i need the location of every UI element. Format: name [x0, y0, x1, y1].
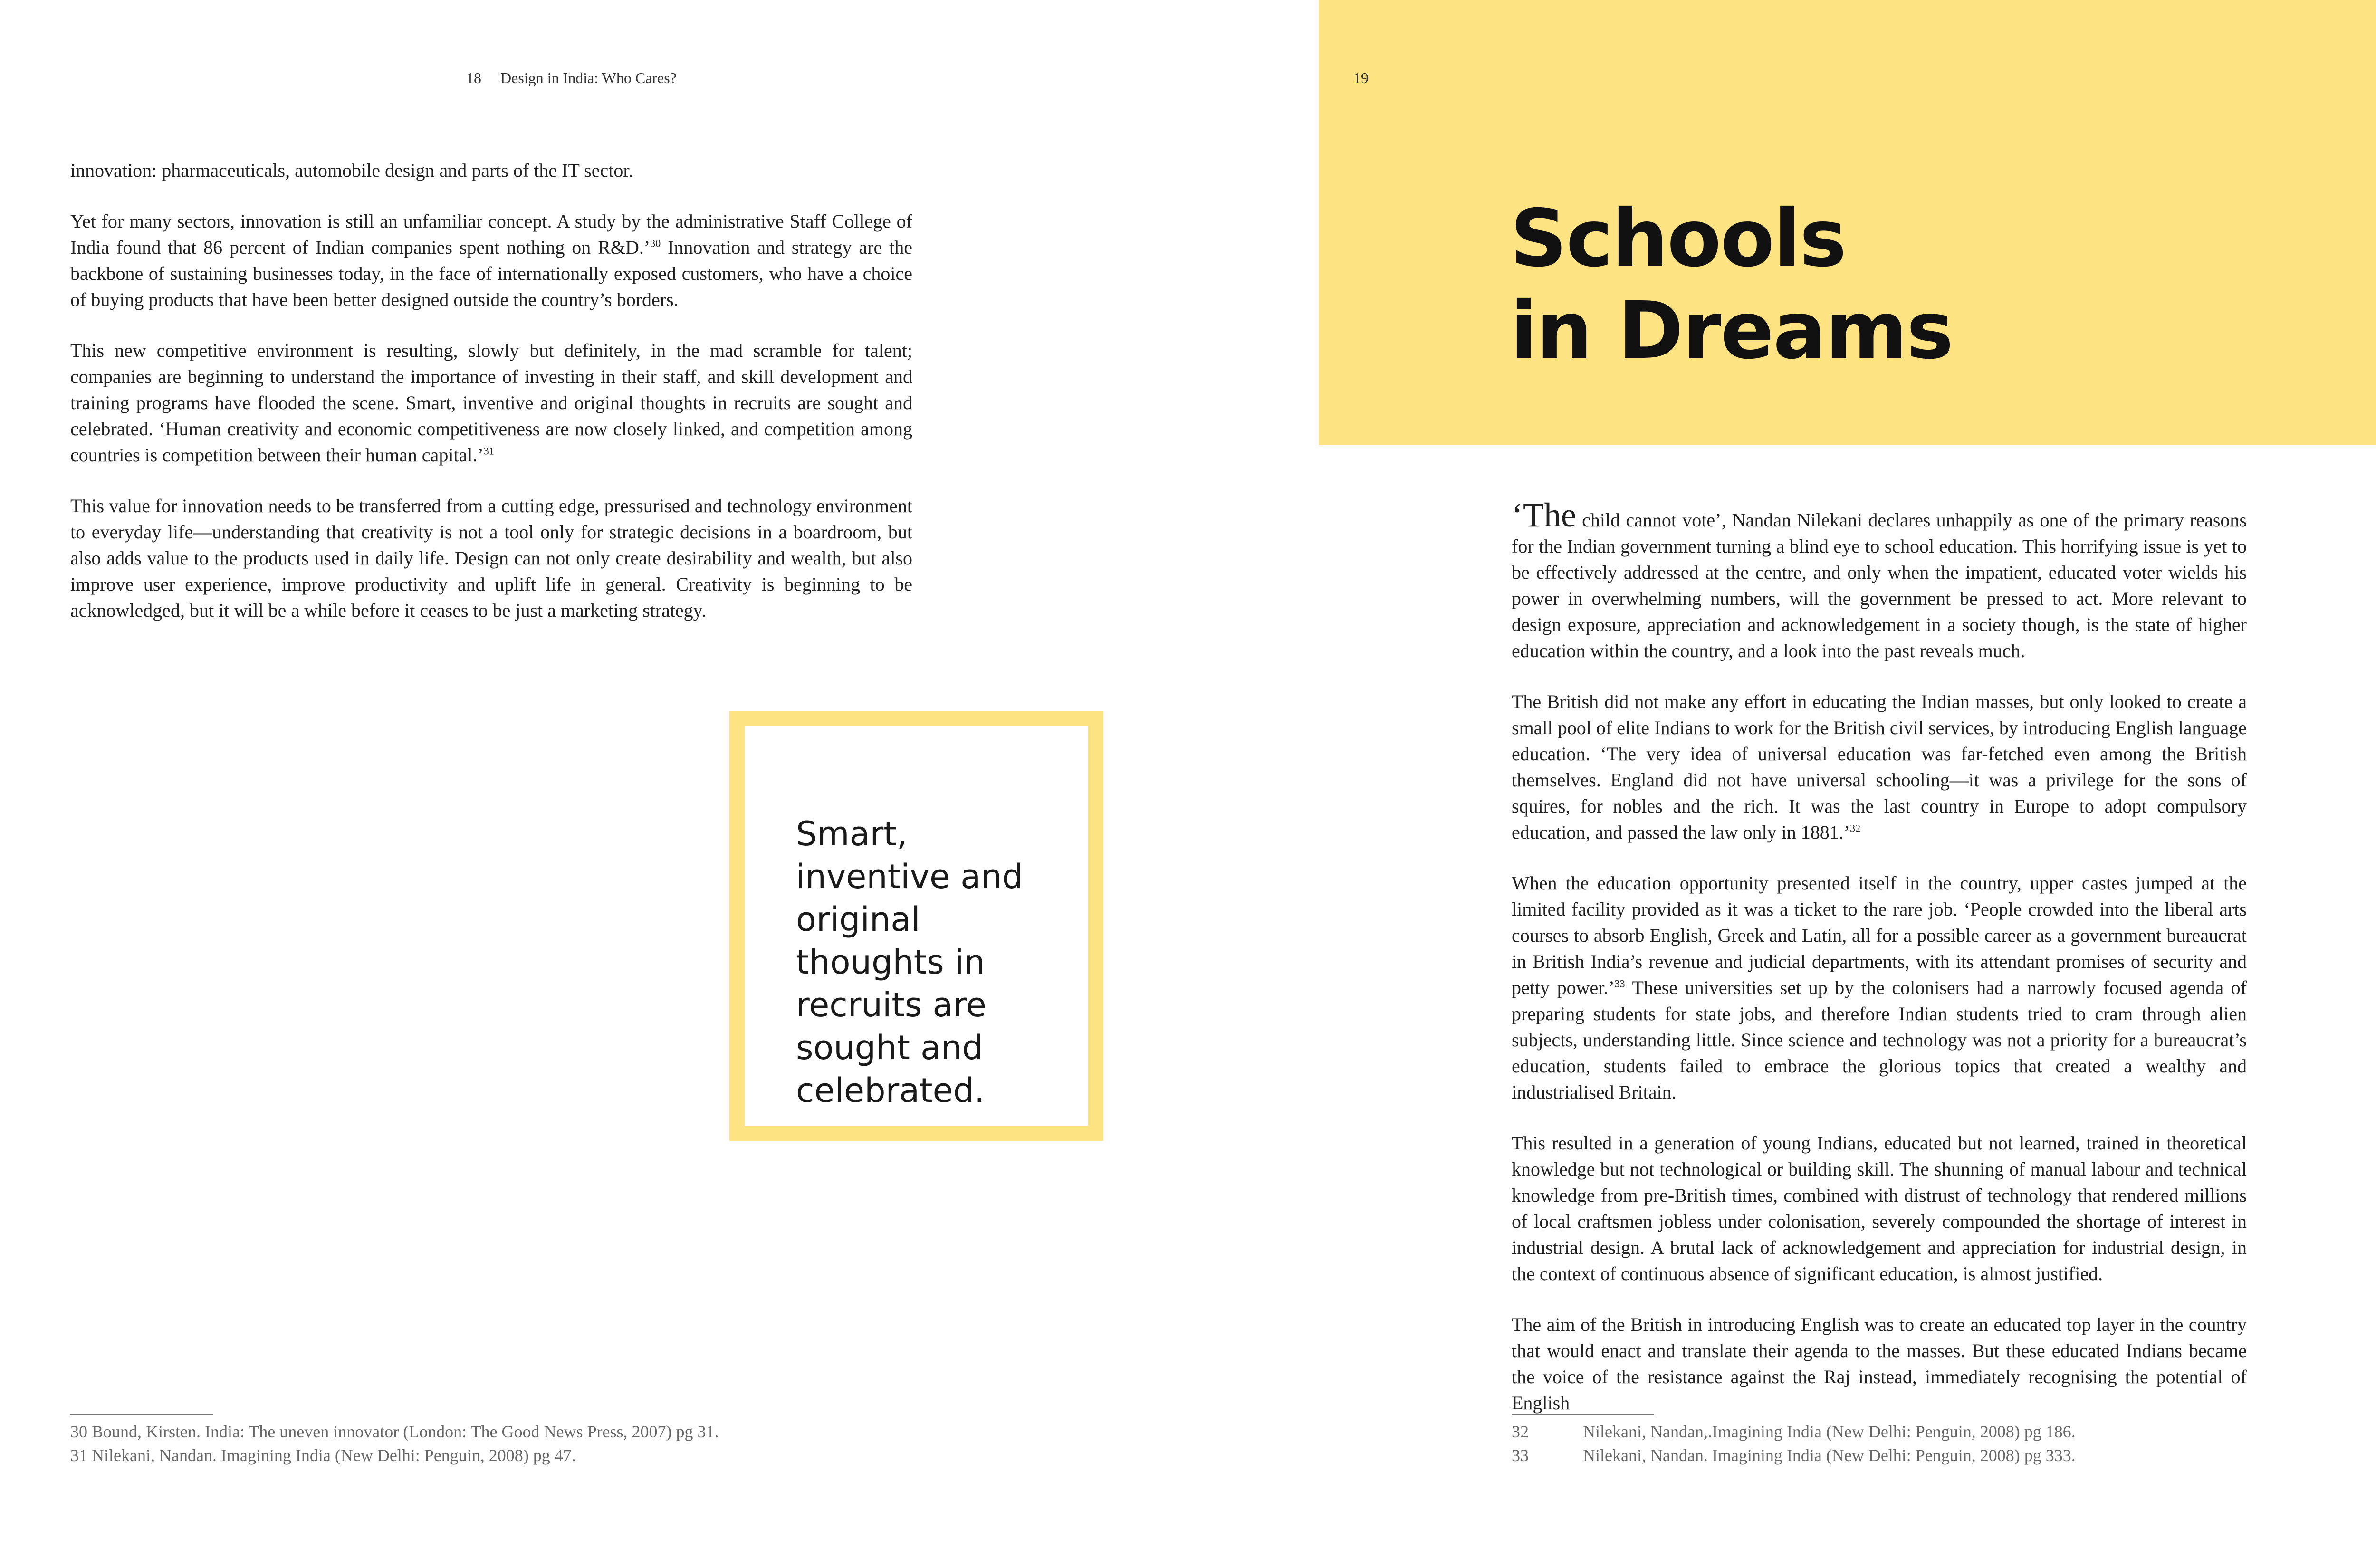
left-paragraph-4: This value for innovation needs to be transferred from a cutting edge, pressurised and technology environment to everyday life—understanding that creativity is not a tool only for strategic decisions in a boardroom, but also adds value to the products used in daily life. Design can not only create desirability and wealth, but also improve user experience, improve productivity and uplift life in general. Creativity is beginning to be acknowledged, but it will be a while before it ceases to be just a marketing strategy. [70, 495, 912, 621]
right-paragraph-2: The British did not make any effort in educating the Indian masses, but only looked to create a small pool of elite Indians to work for the British civil services, by introducing English language education. ‘The very idea of universal education was far-fetched even among the British themselves. England did not have universal schooling—it was a privilege for the sons of squires, for nobles and the rich. It was the last country in Europe to adopt compulsory education, and passed the law only in 1881.’$^{32}$ [1512, 691, 2247, 843]
footnote-31: 31 Nilekani, Nandan. Imagining India (New Delhi: Penguin, 2008) pg 47. [70, 1446, 576, 1465]
footnotes-left [70, 1420, 719, 1467]
right-paragraph-3: When the education opportunity presented itself in the country, upper castes jumped at the limited facility provided as it was a ticket to the rare job. ‘People crowded into the liberal arts courses to absorb English, Greek and Latin, all for a possible career as a government bureaucrat in British India’s revenue and judicial departments, with its attendant promises of security and petty power.’$^{33}$ These universities set up by the colonisers had a narrowly focused agenda of preparing students for state jobs, and therefore Indian students tried to cram through alien subjects, understanding little. Since science and technology was not a priority for a bureaucrat’s education, students failed to embrace the glorious topics that created a wealthy and industrialised Britain. [1512, 872, 2247, 1103]
pullquote-text: Smart, inventive and original thoughts in recruits are sought and celebrated. [796, 814, 1024, 1110]
pullquote-box [729, 711, 1103, 1141]
footnote-divider-right [1512, 1414, 1654, 1415]
right-paragraph-1: ‘The child cannot vote’, Nandan Nilekani declares unhappily as one of the primary reasons for the Indian government turning a blind eye to school education. This horrifying issue is yet to be effectively addressed at the centre, and only when the impatient, educated voter wields his power in overwhelming numbers, will the government be pressed to act. More relevant to design exposure, appreciation and acknowledgement in a society though, is the state of higher education within the country, and a look into the past reveals much. [1512, 496, 2247, 661]
left-paragraph-1: innovation: pharmaceuticals, automobile design and parts of the IT sector. [70, 160, 633, 181]
running-title: Design in India: Who Cares? [500, 69, 677, 86]
footnotes-right [1512, 1420, 2076, 1467]
right-body-text [1512, 496, 2247, 1441]
footnote-ref-32: 32 [1850, 822, 1861, 834]
footnote-30: 30 Bound, Kirsten. India: The uneven innovator (London: The Good News Press, 2007) pg 31. [70, 1422, 719, 1441]
footnote-ref-31: 31 [483, 445, 494, 457]
left-paragraph-3: This new competitive environment is resulting, slowly but definitely, in the mad scramble for talent; companies are beginning to understand the importance of investing in their staff, and skill development and training programs have flooded the scene. Smart, inventive and original thoughts in recruits are sought and celebrated. ‘Human creativity and economic competitiveness are now closely linked, and competition among countries is competition between their human capital.’$^{31}$ [70, 340, 912, 466]
left-paragraph-2: Yet for many sectors, innovation is still an unfamiliar concept. A study by the administrative Staff College of India found that 86 percent of Indian companies spent nothing on R&D.’$^{30}$ Innovation and strategy are the backbone of sustaining businesses today, in the face of internationally exposed customers, who have a choice of buying products that have been better designed outside the country’s borders. [70, 210, 913, 310]
footnote-32: 32 Nilekani, Nandan,.Imagining India (New Delhi: Penguin, 2008) pg 186. [1512, 1422, 2076, 1441]
opening-word: ‘The [1512, 496, 1576, 534]
page-number-left: 18 [466, 69, 481, 86]
right-paragraph-4: This resulted in a generation of young Indians, educated but not learned, trained in theoretical knowledge but not technological or building skill. The shunning of manual labour and technical knowledge from pre-British times, combined with distrust of technology that rendered millions of local craftsmen jobless under colonisation, severely compounded the shortage of interest in industrial design. A brutal lack of acknowledgement and appreciation for industrial design, in the context of continuous absence of significant education, is almost justified. [1512, 1132, 2247, 1284]
right-page [1319, 0, 2376, 1568]
running-head-left [466, 69, 677, 87]
footnote-ref-30: 30 [650, 237, 661, 249]
chapter-title [1510, 193, 1953, 377]
footnote-divider-left [70, 1414, 213, 1415]
left-body-text [70, 157, 912, 648]
chapter-title-line-2: in Dreams [1510, 285, 1953, 377]
page-number-right: 19 [1353, 69, 1369, 86]
footnote-33: 33 Nilekani, Nandan. Imagining India (New Delhi: Penguin, 2008) pg 333. [1512, 1446, 2076, 1465]
chapter-title-line-1: Schools [1510, 193, 1846, 285]
right-paragraph-5: The aim of the British in introducing English was to create an educated top layer in the country that would enact and translate their agenda to the masses. But these educated Indians became the voice of the resistance against the Raj instead, immediately recognising the potential of English [1512, 1314, 2247, 1414]
footnote-ref-33: 33 [1614, 977, 1625, 990]
